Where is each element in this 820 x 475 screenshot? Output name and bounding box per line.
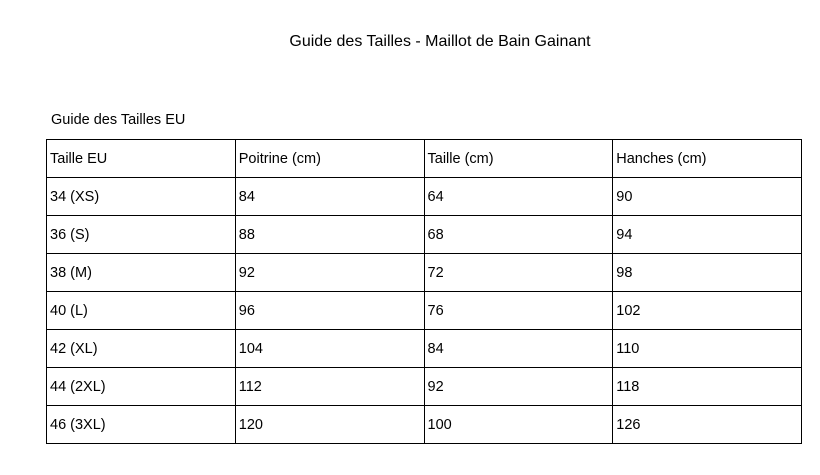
- table-row: [47, 216, 802, 254]
- table-row: [47, 292, 802, 330]
- cell-size: 38 (M): [47, 254, 236, 292]
- cell-hips: 102: [613, 292, 802, 330]
- cell-hips: 126: [613, 406, 802, 444]
- cell-hips: 118: [613, 368, 802, 406]
- cell-size: 42 (XL): [47, 330, 236, 368]
- cell-hips: 110: [613, 330, 802, 368]
- table-row: [47, 178, 802, 216]
- table-row: [47, 330, 802, 368]
- cell-waist: 64: [424, 178, 613, 216]
- cell-chest: 96: [235, 292, 424, 330]
- cell-waist: 100: [424, 406, 613, 444]
- header-waist: Taille (cm): [424, 140, 613, 178]
- cell-chest: 92: [235, 254, 424, 292]
- page-title: Guide des Tailles - Maillot de Bain Gainant: [289, 33, 591, 50]
- cell-chest: 120: [235, 406, 424, 444]
- cell-waist: 72: [424, 254, 613, 292]
- header-hips: Hanches (cm): [613, 140, 802, 178]
- cell-hips: 98: [613, 254, 802, 292]
- table-row: [47, 368, 802, 406]
- cell-chest: 104: [235, 330, 424, 368]
- cell-waist: 84: [424, 330, 613, 368]
- header-size-eu: Taille EU: [47, 140, 236, 178]
- cell-chest: 84: [235, 178, 424, 216]
- table-row: [47, 254, 802, 292]
- cell-size: 34 (XS): [47, 178, 236, 216]
- cell-waist: 76: [424, 292, 613, 330]
- cell-size: 44 (2XL): [47, 368, 236, 406]
- size-table: [46, 139, 802, 444]
- cell-waist: 92: [424, 368, 613, 406]
- cell-hips: 90: [613, 178, 802, 216]
- table-header-row: [47, 140, 802, 178]
- cell-chest: 112: [235, 368, 424, 406]
- cell-waist: 68: [424, 216, 613, 254]
- cell-size: 40 (L): [47, 292, 236, 330]
- cell-size: 36 (S): [47, 216, 236, 254]
- table-row: [47, 406, 802, 444]
- section-title: Guide des Tailles EU: [51, 112, 186, 128]
- header-chest: Poitrine (cm): [235, 140, 424, 178]
- cell-chest: 88: [235, 216, 424, 254]
- cell-hips: 94: [613, 216, 802, 254]
- cell-size: 46 (3XL): [47, 406, 236, 444]
